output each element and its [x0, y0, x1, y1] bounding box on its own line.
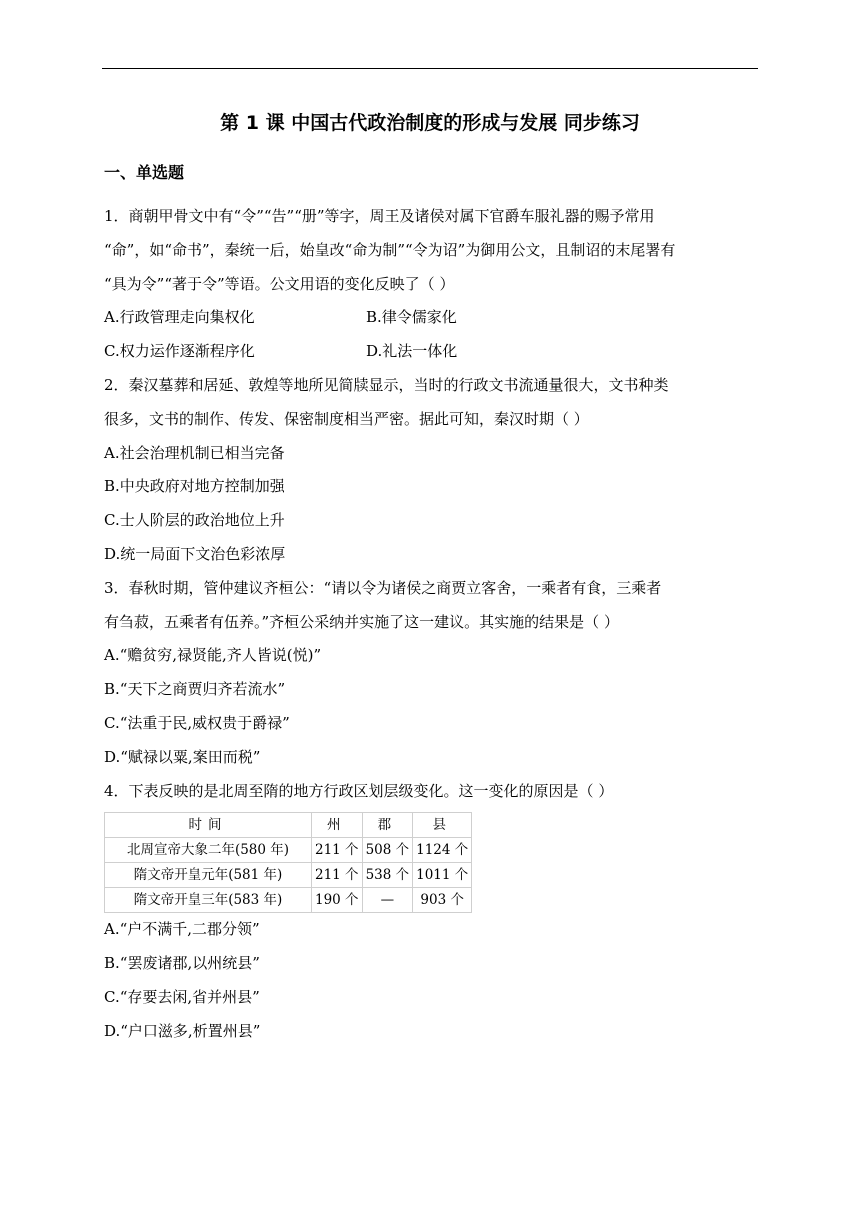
- table-cell: 隋文帝开皇元年(581 年): [105, 863, 312, 888]
- section-heading: 一、单选题: [104, 163, 185, 182]
- table-cell: 1011 个: [413, 863, 472, 888]
- question-1: [104, 200, 760, 369]
- option-c[interactable]: C.“法重于民,威权贵于爵禄”: [104, 713, 290, 732]
- option-c[interactable]: C.“存要去闲,省并州县”: [104, 987, 260, 1006]
- table-row: [105, 888, 472, 913]
- table-cell: 211 个: [312, 863, 363, 888]
- option-row: [104, 335, 760, 369]
- option-a[interactable]: A.“赡贫穷,禄贤能,齐人皆说(悦)”: [104, 646, 322, 665]
- question-list: [104, 200, 760, 1049]
- question-text: “命”，如“命书”，秦统一后，始皇改“命为制”“令为诏”为御用公文，且制诏的末尾署有: [104, 240, 676, 259]
- table-cell: 903 个: [413, 888, 472, 913]
- column-header: 县: [413, 813, 472, 838]
- option-c[interactable]: C.权力运作逐渐程序化: [104, 342, 255, 361]
- option-b[interactable]: B.“天下之商贾归齐若流水”: [104, 680, 286, 699]
- table-cell: 211 个: [312, 838, 363, 863]
- option-b[interactable]: B.律令儒家化: [366, 308, 457, 327]
- header-rule: [102, 68, 758, 69]
- question-2: [104, 369, 760, 572]
- column-header: 郡: [362, 813, 413, 838]
- table-row: [105, 863, 472, 888]
- question-text: “具为令”“著于令”等语。公文用语的变化反映了（ ）: [104, 274, 455, 293]
- table-cell: 538 个: [362, 863, 413, 888]
- column-header: 州: [312, 813, 363, 838]
- table-cell: 508 个: [362, 838, 413, 863]
- option-a[interactable]: A.行政管理走向集权化: [104, 308, 255, 327]
- table-cell: —: [362, 888, 413, 913]
- option-a[interactable]: A.“户不满千,二郡分领”: [104, 920, 260, 939]
- table-cell: 1124 个: [413, 838, 472, 863]
- option-b[interactable]: B.中央政府对地方控制加强: [104, 477, 285, 496]
- question-text: 3．春秋时期，管仲建议齐桓公：“请以令为诸侯之商贾立客舍，一乘者有食，三乘者: [104, 578, 662, 597]
- table-cell: 北周宣帝大象二年(580 年): [105, 838, 312, 863]
- question-text: 4．下表反映的是北周至隋的地方行政区划层级变化。这一变化的原因是（ ）: [104, 781, 614, 800]
- question-text: 1．商朝甲骨文中有“令”“告”“册”等字，周王及诸侯对属下官爵车服礼器的赐予常用: [104, 207, 655, 225]
- table-header-row: [105, 813, 472, 838]
- table-row: [105, 838, 472, 863]
- question-text: 2．秦汉墓葬和居延、敦煌等地所见简牍显示，当时的行政文书流通量很大，文书种类: [104, 375, 669, 394]
- option-b[interactable]: B.“罢废诸郡,以州统县”: [104, 954, 260, 973]
- question-text: 很多，文书的制作、传发、保密制度相当严密。据此可知，秦汉时期（ ）: [104, 409, 589, 428]
- question-4: [104, 775, 760, 1049]
- option-row: [104, 301, 760, 335]
- option-c[interactable]: C.士人阶层的政治地位上升: [104, 511, 285, 530]
- question-3: [104, 572, 760, 775]
- option-d[interactable]: D.礼法一体化: [366, 342, 458, 361]
- table-cell: 隋文帝开皇三年(583 年): [105, 888, 312, 913]
- page-title: 第 1 课 中国古代政治制度的形成与发展 同步练习: [220, 112, 640, 134]
- option-a[interactable]: A.社会治理机制已相当完备: [104, 443, 285, 462]
- question-text: 有刍菽，五乘者有伍养。”齐桓公采纳并实施了这一建议。其实施的结果是（ ）: [104, 612, 619, 631]
- option-d[interactable]: D.“赋禄以粟,案田而税”: [104, 747, 261, 766]
- table-cell: 190 个: [312, 888, 363, 913]
- data-table: [104, 812, 472, 913]
- option-d[interactable]: D.“户口滋多,析置州县”: [104, 1021, 261, 1040]
- column-header: 时间: [105, 813, 312, 838]
- option-d[interactable]: D.统一局面下文治色彩浓厚: [104, 544, 286, 563]
